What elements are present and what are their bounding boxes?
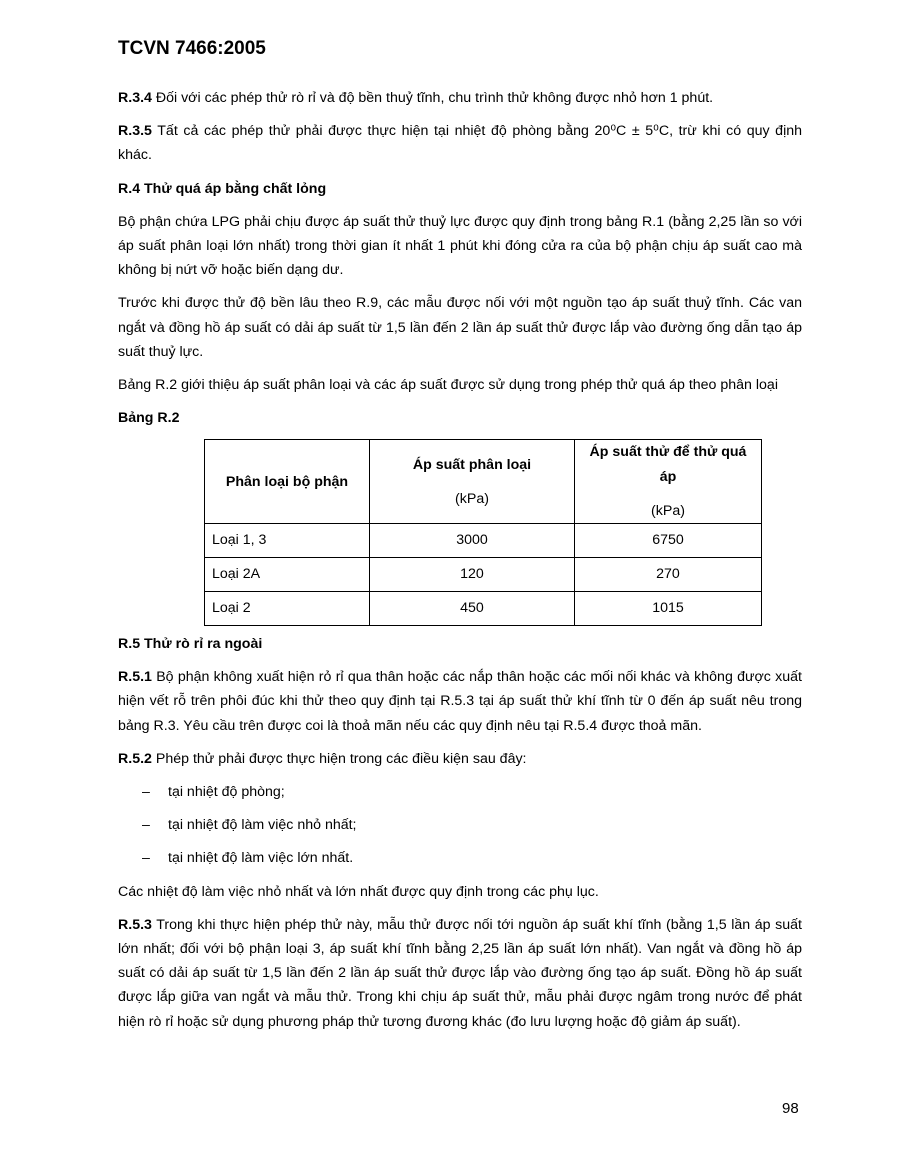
clause-text: Bộ phận không xuất hiện rỏ rỉ qua thân hoặc các nắp thân hoặc các mối nối khác và không được xuất hiện vết rỗ trên phôi đúc khi thử theo quy định tại R.5.3 tại áp suất thử khí tĩnh từ 0 đến áp suất nêu trong bảng R.3. Yêu cầu trên được coi là thoả mãn nếu các quy định nêu tại R.5.4 được thoả mãn. (118, 669, 802, 734)
table-title: Bảng R.2 (118, 410, 180, 427)
cell-class-pressure: 120 (370, 558, 575, 592)
list-item-text: tại nhiệt độ phòng; (168, 784, 285, 801)
cell-class: Loại 2A (205, 558, 370, 592)
table-row (205, 592, 762, 626)
paragraph-r4-3: Bảng R.2 giới thiệu áp suất phân loại và các áp suất được sử dụng trong phép thử quá áp theo phân loại (118, 377, 778, 394)
header-test-pressure (575, 440, 762, 524)
header-unit: (kPa) (651, 502, 685, 519)
table-row (205, 524, 762, 558)
paragraph-r4-1: Bộ phận chứa LPG phải chịu được áp suất thử thuỷ lực được quy định trong bảng R.1 (bằng 2,25 lần so với áp suất phân loại lớn nhất) trong thời gian ít nhất 1 phút khi đóng cửa ra của bộ phận chịu áp suất cao mà không bị nứt vỡ hoặc biến dạng dư. (118, 213, 802, 279)
cell-class: Loại 2 (205, 592, 370, 626)
cell-test-pressure: 270 (575, 558, 762, 592)
clause-text: Trong khi thực hiện phép thử này, mẫu thử được nối tới nguồn áp suất khí tĩnh (bằng 1,5 lần áp suất lớn nhất; đối với bộ phận loại 3, áp suất khí tĩnh bằng 2,25 lần áp suất lớn nhất). Van ngắt và đồng hồ áp suất có dải áp suất từ 1,5 lần đến 2 lần áp suất thử được lắp vào đường ống tạo áp suất. Đồng hồ áp suất được lắp giữa van ngắt và mẫu thử. Trong khi chịu áp suất thử, mẫu phải được ngâm trong nước để phát hiện rò rỉ hoặc sử dụng phương pháp thử tương đương khác (đo lưu lượng hoặc độ giảm áp suất). (118, 916, 802, 1030)
page-body (118, 86, 802, 1043)
header-label: Áp suất thử để thử quá áp (589, 444, 747, 485)
cell-class: Loại 1, 3 (205, 524, 370, 558)
clause-number: R.3.5 (118, 123, 152, 140)
test-conditions-list (118, 780, 802, 871)
paragraph-r5-2-after: Các nhiệt độ làm việc nhỏ nhất và lớn nhất được quy định trong các phụ lục. (118, 883, 599, 900)
list-item-text: tại nhiệt độ làm việc nhỏ nhất; (168, 817, 357, 834)
paragraph-r4-2: Trước khi được thử độ bền lâu theo R.9, các mẫu được nối với một nguồn tạo áp suất thuỷ tĩnh. Các van ngắt và đồng hồ áp suất có dải áp suất từ 1,5 lần đến 2 lần áp suất thử được lắp vào đường ống dẫn tạo áp suất thuỷ lực. (118, 295, 802, 360)
cell-class-pressure: 450 (370, 592, 575, 626)
clause-number: R.5.3 (118, 916, 152, 933)
header-class-pressure (370, 440, 575, 524)
header-label: Phân loại bộ phận (225, 473, 349, 490)
paragraph-r5-3 (118, 913, 802, 1034)
clause-number: R.5.1 (118, 669, 152, 686)
document-code-header: TCVN 7466:2005 (118, 38, 266, 59)
clause-text: Đối với các phép thử rò rỉ và độ bền thuỷ tĩnh, chu trình thử không được nhỏ hơn 1 phút. (151, 90, 714, 106)
cell-class-pressure: 3000 (370, 524, 575, 558)
paragraph-r3-4 (118, 86, 802, 110)
paragraph-r5-1 (118, 665, 802, 738)
clause-number: R.5.2 (118, 750, 152, 767)
heading-r4: R.4 Thử quá áp bằng chất lỏng (118, 180, 327, 197)
list-item (118, 813, 802, 837)
heading-r5: R.5 Thử rò rỉ ra ngoài (118, 636, 263, 653)
dash-bullet: – (142, 817, 150, 834)
table-header-row (205, 440, 762, 524)
dash-bullet: – (142, 850, 150, 867)
paragraph-r5-2 (118, 747, 802, 771)
list-item (118, 846, 802, 870)
list-item (118, 780, 802, 804)
clause-text: Phép thử phải được thực hiện trong các điều kiện sau đây: (151, 750, 527, 767)
header-component-class (205, 440, 370, 524)
page-number: 98 (782, 1100, 799, 1117)
header-unit: (kPa) (455, 490, 489, 507)
header-label: Áp suất phân loại (412, 456, 532, 473)
table-row (205, 558, 762, 592)
dash-bullet: – (142, 784, 150, 801)
paragraph-r3-5 (118, 119, 802, 167)
pressure-classification-table (204, 439, 762, 626)
cell-test-pressure: 6750 (575, 524, 762, 558)
list-item-text: tại nhiệt độ làm việc lớn nhất. (168, 850, 354, 867)
cell-test-pressure: 1015 (575, 592, 762, 626)
clause-text: Tất cả các phép thử phải được thực hiện tại nhiệt độ phòng bằng 20⁰C ± 5⁰C, trừ khi có quy định khác. (118, 123, 802, 164)
clause-number: R.3.4 (118, 90, 152, 106)
